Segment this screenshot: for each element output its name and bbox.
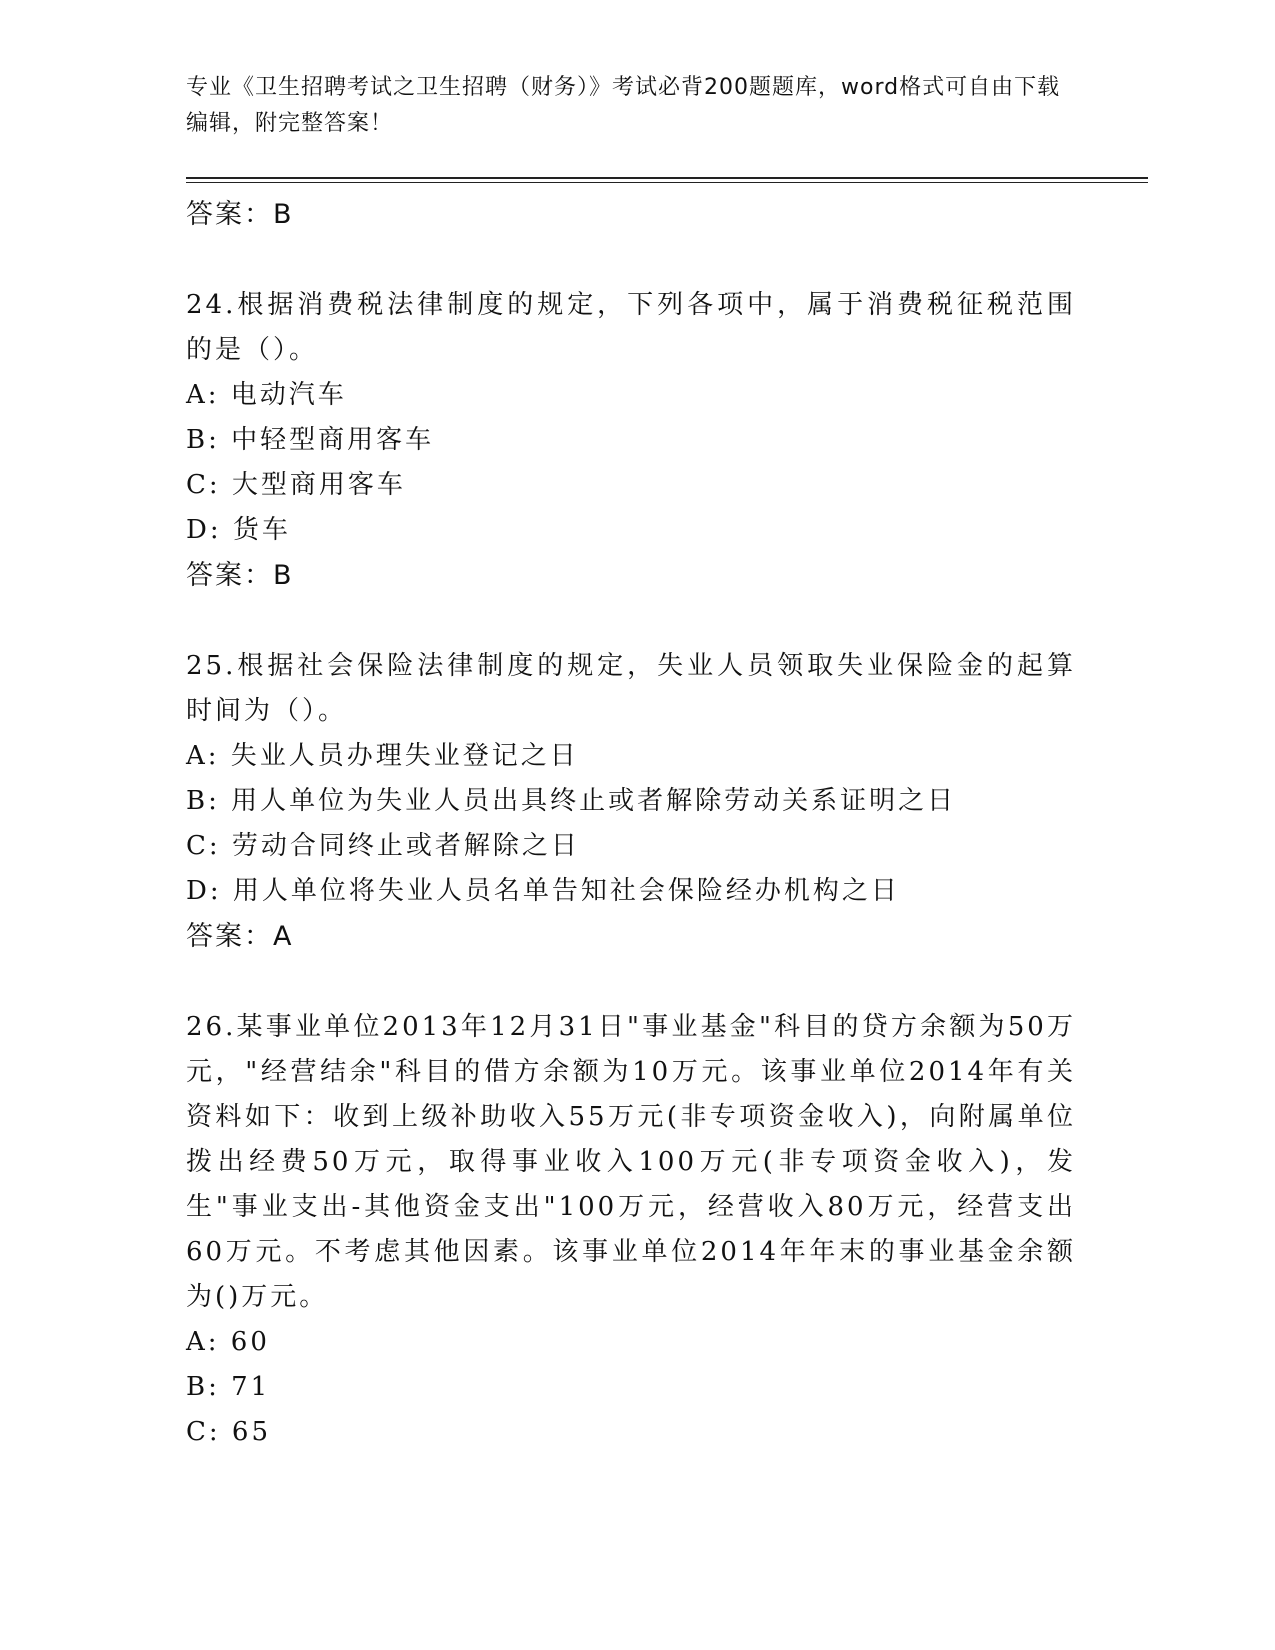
document-body — [186, 188, 1076, 1501]
header-text: 专业《卫生招聘考试之卫生招聘（财务）》考试必背200题题库，word格式可自由下载编辑，附完整答案！ — [186, 75, 1061, 136]
option-a: A: 电动汽车 — [186, 380, 347, 410]
option-c: C: 65 — [186, 1417, 272, 1447]
option-a: A: 60 — [186, 1327, 270, 1357]
option-b: B: 71 — [186, 1372, 271, 1402]
document-header — [186, 70, 1066, 142]
header-divider-thick — [186, 177, 1148, 179]
option-a: A: 失业人员办理失业登记之日 — [186, 741, 579, 771]
answer-label: 答案：B — [186, 560, 294, 591]
option-c: C: 大型商用客车 — [186, 470, 406, 500]
answer-label: 答案：A — [186, 921, 294, 952]
option-c: C: 劳动合同终止或者解除之日 — [186, 831, 580, 861]
option-b: B: 中轻型商用客车 — [186, 425, 435, 455]
option-d: D: 货车 — [186, 515, 291, 545]
question-25 — [186, 644, 1076, 959]
question-stem: 25.根据社会保险法律制度的规定，失业人员领取失业保险金的起算时间为（）。 — [186, 651, 1076, 726]
question-stem: 26.某事业单位2013年12月31日"事业基金"科目的贷方余额为50万元，"经营结余"科目的借方余额为10万元。该事业单位2014年有关资料如下：收到上级补助收入55万元(非专项资金收入)，向附属单位拨出经费50万元，取得事业收入100万元(非专项资金收入)，发生"事业支出-其他资金支出"100万元，经营收入80万元，经营支出60万元。不考虑其他因素。该事业单位2014年年末的事业基金余额为()万元。 — [186, 1012, 1076, 1312]
header-divider-thin — [186, 182, 1148, 183]
option-d: D: 用人单位将失业人员名单告知社会保险经办机构之日 — [186, 876, 900, 906]
question-stem: 24.根据消费税法律制度的规定，下列各项中，属于消费税征税范围的是（）。 — [186, 290, 1076, 365]
option-b: B: 用人单位为失业人员出具终止或者解除劳动关系证明之日 — [186, 786, 957, 816]
question-24 — [186, 283, 1076, 598]
question-26 — [186, 1005, 1076, 1455]
answer-label: 答案：B — [186, 199, 294, 230]
